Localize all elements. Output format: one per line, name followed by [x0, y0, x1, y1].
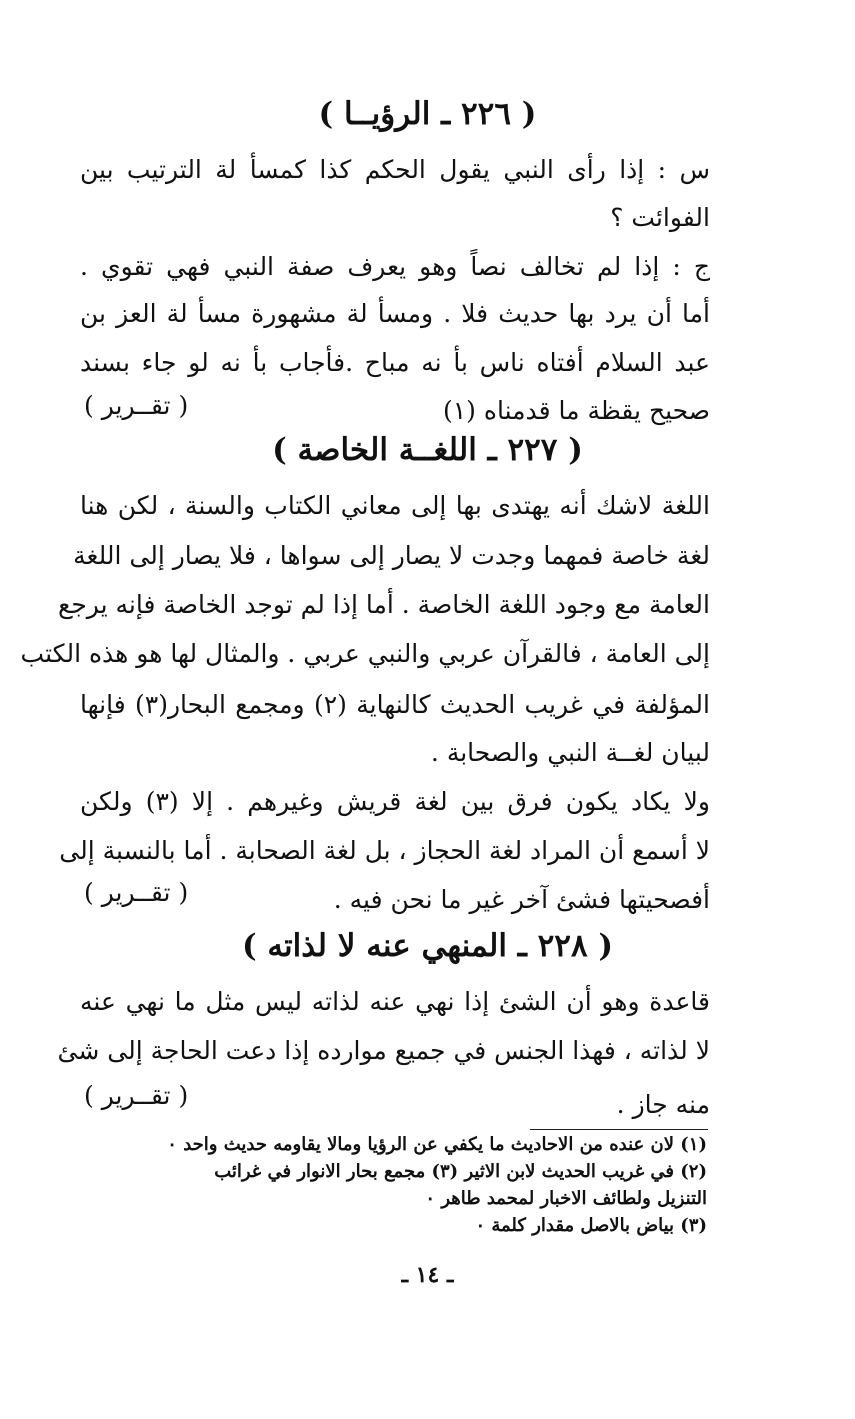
- body-line: ولا يكاد يكون فرق بين لغة قريش وغيرهم . إلا (٣) ولكن: [80, 787, 710, 816]
- taqrir-tag: ( تقــرير ): [84, 1081, 189, 1110]
- footnote-line: التنزيل ولطائف الاخبار لمحمد طاهر ٠: [425, 1188, 707, 1209]
- body-line: عبد السلام أفتاه ناس بأ نه مباح .فأجاب بأ نه لو جاء بسند: [80, 348, 710, 377]
- body-line: لغة خاصة فمهما وجدت لا يصار إلى سواها ، فلا يصار إلى اللغة: [73, 541, 710, 570]
- footnote-line: (١) لان عنده من الاحاديث ما يكفي عن الرؤيا ومالا يقاومه حديث واحد ٠: [167, 1134, 707, 1155]
- body-line: لا لذاته ، فهذا الجنس في جميع موارده إذا دعت الحاجة إلى شئ: [57, 1036, 710, 1065]
- body-line: لبيان لغــة النبي والصحابة .: [430, 738, 710, 767]
- body-line: س : إذا رأى النبي يقول الحكم كذا كمسأ لة الترتيب بين: [80, 155, 710, 184]
- footnote-line: (٣) بياض بالاصل مقدار كلمة ٠: [475, 1215, 707, 1236]
- taqrir-tag: ( تقــرير ): [84, 391, 189, 420]
- body-line: قاعدة وهو أن الشئ إذا نهي عنه لذاته ليس مثل ما نهي عنه: [80, 987, 710, 1016]
- footnote-divider: [530, 1129, 708, 1130]
- body-line: اللغة لاشك أنه يهتدى بها إلى معاني الكتاب والسنة ، لكن هنا: [80, 491, 710, 520]
- section-heading-226: ( ٢٢٦ ـ الرؤيــا ): [318, 96, 537, 132]
- body-line: العامة مع وجود اللغة الخاصة . أما إذا لم توجد الخاصة فإنه يرجع: [58, 590, 710, 619]
- body-line: أما أن يرد بها حديث فلا . ومسأ لة مشهورة مسأ لة العز بن: [80, 299, 710, 328]
- section-heading-227: ( ٢٢٧ ـ اللغــة الخاصة ): [272, 432, 583, 468]
- footnote-line: (٢) في غريب الحديث لابن الاثير (٣) مجمع بحار الانوار في غرائب: [214, 1161, 707, 1182]
- taqrir-tag: ( تقــرير ): [84, 878, 189, 907]
- body-line: أفصحيتها فشئ آخر غير ما نحن فيه .: [333, 885, 710, 914]
- body-line: منه جاز .: [616, 1090, 710, 1119]
- body-line: لا أسمع أن المراد لغة الحجاز ، بل لغة الصحابة . أما بالنسبة إلى: [59, 836, 710, 865]
- page-number: ـ ١٤ ـ: [401, 1262, 454, 1288]
- section-heading-228: ( ٢٢٨ ـ المنهي عنه لا لذاته ): [241, 928, 614, 964]
- body-line: الفوائت ؟: [610, 203, 710, 232]
- body-line: ج : إذا لم تخالف نصاً وهو يعرف صفة النبي فهي تقوي .: [80, 252, 710, 281]
- body-line: إلى العامة ، فالقرآن عربي والنبي عربي . والمثال لها هو هذه الكتب: [20, 639, 710, 668]
- body-line: صحيح يقظة ما قدمناه (١): [442, 396, 710, 425]
- body-line: المؤلفة في غريب الحديث كالنهاية (٢) ومجمع البحار(٣) فإنها: [80, 690, 710, 719]
